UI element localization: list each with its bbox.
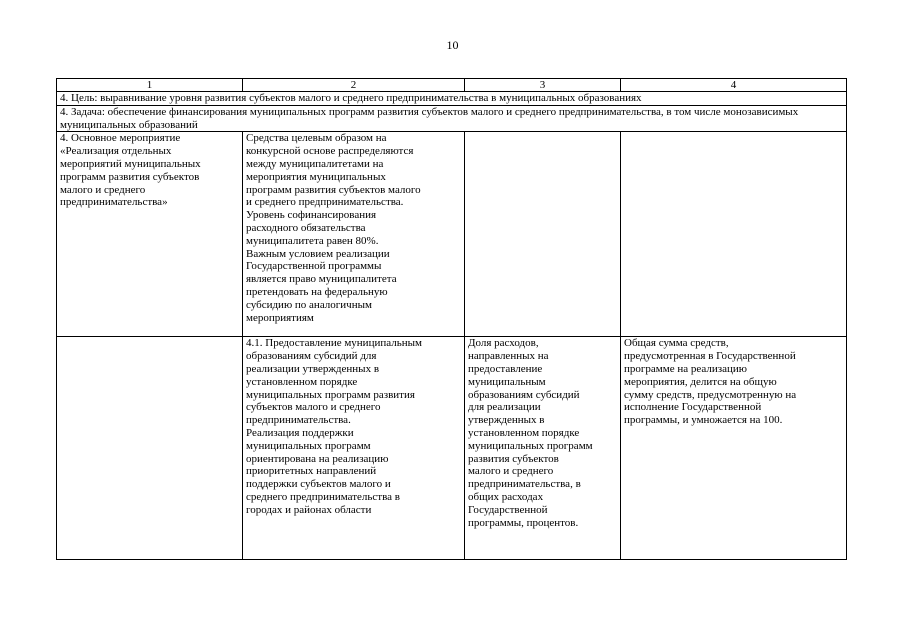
main-activity-method [621, 132, 847, 337]
column-number-2: 2 [243, 79, 465, 92]
column-number-3: 3 [465, 79, 621, 92]
sub-activity-row [57, 337, 847, 560]
main-activity-description: Средства целевым образом на конкурсной основе распределяются между муниципалитетами на мероприятия муниципальных программ развития субъектов малого и среднего предпринимательства. Уровень софинансирования расходного обязательства муниципалитета равен 80%. Важным условием реализации Государственной программы является право муниципалитета претендовать на федеральную субсидию по аналогичным мероприятиям [243, 132, 465, 337]
sub-activity-description: 4.1. Предоставление муниципальным образованиям субсидий для реализации утвержденных в установленном порядке муниципальных программ развития субъектов малого и среднего предпринимательства. Реализация поддержки муниципальных программ ориентирована на реализацию приоритетных направлений поддержки субъектов малого и среднего предпринимательства в городах и районах области [243, 337, 465, 560]
sub-activity-method: Общая сумма средств, предусмотренная в Государственной программе на реализацию мероприятия, делится на общую сумму средств, предусмотренную на исполнение Государственной программы, и умножается на 100. [621, 337, 847, 560]
column-number-4: 4 [621, 79, 847, 92]
column-number-1: 1 [57, 79, 243, 92]
goal-text: 4. Цель: выравнивание уровня развития субъектов малого и среднего предпринимательства в муниципальных образованиях [57, 92, 847, 106]
sub-activity-indicator: Доля расходов, направленных на предоставление муниципальным образованиям субсидий для реализации утвержденных в установленном порядке муниципальных программ развития субъектов малого и среднего предпринимательства, в общих расходах Государственной программы, процентов. [465, 337, 621, 560]
task-text: 4. Задача: обеспечение финансирования муниципальных программ развития субъектов малого и среднего предпринимательства, в том числе монозависимых муниципальных образований [57, 105, 847, 132]
main-activity-indicator [465, 132, 621, 337]
sub-activity-title [57, 337, 243, 560]
column-number-row [57, 79, 847, 92]
main-activity-row [57, 132, 847, 337]
goal-row [57, 92, 847, 106]
main-activity-title: 4. Основное мероприятие «Реализация отдельных мероприятий муниципальных программ развития субъектов малого и среднего предпринимательства» [57, 132, 243, 337]
indicators-table [56, 78, 847, 560]
task-row [57, 105, 847, 132]
page-number: 10 [446, 38, 459, 52]
